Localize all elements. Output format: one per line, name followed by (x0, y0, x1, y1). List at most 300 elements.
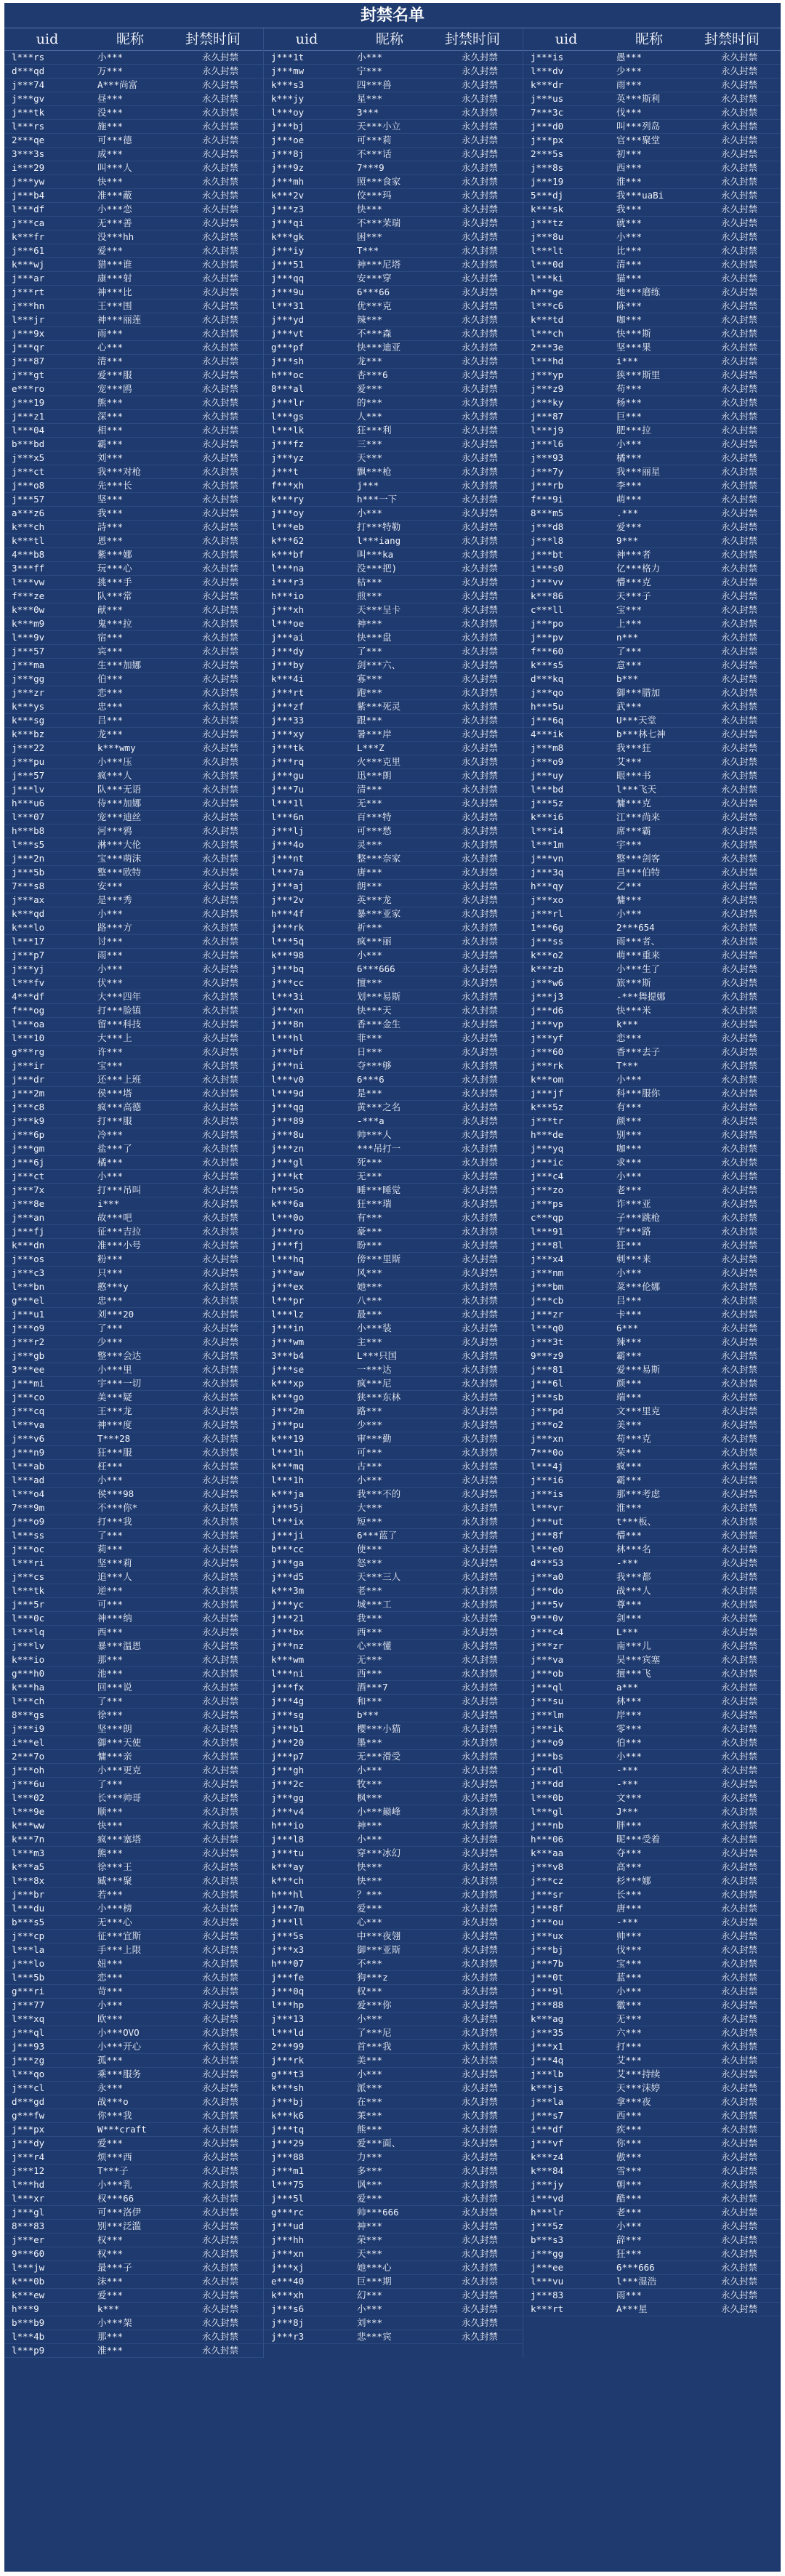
nickname-cell: 小*** (357, 507, 383, 518)
table-row (523, 1764, 781, 1778)
nickname-cell: 苛*** (97, 1986, 124, 1997)
ban-time-cell: 永久封禁 (201, 577, 238, 587)
table-row (264, 976, 523, 990)
nickname-cell: 2***654 (616, 922, 655, 933)
uid-cell: j***ky (531, 397, 564, 408)
nickname-cell: 伐*** (616, 1944, 643, 1955)
uid-cell: l***10 (12, 1032, 45, 1043)
table-row (4, 286, 263, 300)
ban-time-cell: 永久封禁 (720, 1806, 757, 1817)
ban-time-cell: 永久封禁 (201, 977, 238, 988)
ban-time-cell: 永久封禁 (201, 79, 238, 90)
nickname-cell: 侯***塔 (97, 1088, 132, 1099)
nickname-cell: 小*** (616, 1074, 643, 1085)
ban-time-cell: 永久封禁 (201, 1267, 238, 1278)
table-row (264, 2178, 523, 2192)
table-row (4, 1128, 263, 1142)
ban-time-cell: 永久封禁 (461, 1944, 498, 1955)
nickname-cell: 吕*** (97, 715, 124, 726)
ban-time-cell: 永久封禁 (720, 286, 757, 297)
nickname-cell: 恋*** (97, 687, 124, 698)
uid-cell: l***c6 (531, 300, 564, 311)
uid-cell: j***gg (12, 673, 45, 684)
ban-time-cell: 永久封禁 (461, 1972, 498, 1983)
uid-cell: j***0q (271, 1986, 305, 1997)
uid-cell: j***z3 (271, 204, 305, 214)
ban-time-cell: 永久封禁 (201, 1792, 238, 1803)
nickname-cell: 烦***西 (97, 2151, 132, 2162)
table-row (523, 1405, 781, 1419)
nickname-cell: 冷*** (97, 1129, 124, 1140)
table-row (264, 1515, 523, 1529)
nickname-cell: 杏***6 (357, 369, 388, 380)
ban-time-cell: 永久封禁 (461, 1557, 498, 1568)
table-row (264, 1847, 523, 1861)
nickname-cell: 剑***六、 (357, 659, 401, 670)
nickname-cell: 杨*** (616, 397, 643, 408)
ban-time-cell: 永久封禁 (201, 286, 238, 297)
ban-time-cell: 永久封禁 (461, 1336, 498, 1347)
nickname-cell: 酒***7 (357, 1682, 388, 1693)
uid-cell: k***fr (12, 231, 45, 242)
ban-time-cell: 永久封禁 (461, 1392, 498, 1403)
nickname-cell: 官***聚堂 (616, 135, 661, 145)
nickname-cell: 熊*** (97, 397, 124, 408)
table-row (4, 2123, 263, 2137)
uid-cell: j***iy (271, 245, 305, 256)
ban-time-cell: 永久封禁 (461, 1240, 498, 1251)
uid-cell: j***m1 (271, 2165, 305, 2176)
ban-time-cell: 永久封禁 (201, 507, 238, 518)
nickname-cell: 狂***服 (97, 1447, 132, 1458)
uid-cell: j***yc (271, 1599, 305, 1610)
ban-time-cell: 永久封禁 (720, 1088, 757, 1099)
ban-time-cell: 永久封禁 (461, 673, 498, 684)
uid-cell: l***hd (12, 2179, 45, 2190)
table-row (4, 1474, 263, 1488)
table-row (523, 1861, 781, 1874)
uid-cell: 3***ff (12, 563, 45, 574)
nickname-cell: 李*** (616, 480, 643, 491)
nickname-cell: 六*** (616, 2027, 643, 2038)
ban-time-cell: 永久封禁 (201, 1944, 238, 1955)
ban-time-cell: 永久封禁 (720, 950, 757, 960)
ban-time-cell: 永久封禁 (461, 2276, 498, 2287)
table-row (523, 2082, 781, 2095)
uid-cell: j***8f (531, 1903, 564, 1914)
nickname-cell: 路*** (357, 1405, 383, 1416)
nickname-cell: 悲***宾 (357, 2331, 392, 2342)
uid-cell: j***nz (271, 1640, 305, 1651)
nickname-cell: 忠*** (97, 1295, 124, 1306)
ban-time-cell: 永久封禁 (720, 1253, 757, 1264)
table-row (4, 2261, 263, 2275)
uid-cell: k***98 (271, 950, 305, 960)
header-uid: uid (295, 31, 318, 47)
nickname-cell: 昌***伯特 (616, 867, 661, 878)
uid-cell: j***d5 (271, 1571, 305, 1582)
nickname-cell: 杉***娜 (616, 1875, 651, 1886)
table-row (523, 2151, 781, 2164)
uid-cell: h***qy (531, 880, 564, 891)
nickname-cell: 唐*** (616, 1903, 643, 1914)
ban-time-cell: 永久封禁 (720, 2041, 757, 2052)
nickname-cell: a*** (616, 1682, 639, 1693)
nickname-cell: U***天堂 (616, 715, 657, 726)
nickname-cell: 她***心 (357, 2262, 392, 2273)
nickname-cell: 雨*** (616, 79, 643, 90)
nickname-cell: W***craft (97, 2124, 147, 2135)
nickname-cell: 朝*** (616, 2179, 643, 2190)
uid-cell: k***om (531, 1074, 564, 1085)
uid-cell: f***60 (531, 646, 564, 657)
ban-time-cell: 永久封禁 (201, 1088, 238, 1099)
table-row (264, 65, 523, 79)
uid-cell: j***pu (271, 1419, 305, 1430)
ban-time-cell: 永久封禁 (461, 286, 498, 297)
table-row (264, 1543, 523, 1557)
ban-time-cell: 永久封禁 (201, 1474, 238, 1485)
table-row (4, 1681, 263, 1695)
nickname-cell: 夺*** (616, 1847, 643, 1858)
uid-cell: j***0t (531, 1972, 564, 1983)
ban-time-cell: 永久封禁 (461, 494, 498, 505)
nickname-cell: 孤*** (97, 2055, 124, 2066)
ban-time-cell: 永久封禁 (461, 1530, 498, 1541)
uid-cell: k***86 (531, 590, 564, 601)
ban-time-cell: 永久封禁 (720, 1364, 757, 1375)
uid-cell: l***04 (12, 425, 45, 436)
ban-time-cell: 永久封禁 (720, 673, 757, 684)
nickname-cell: 快***迪亚 (357, 342, 401, 353)
ban-time-cell: 永久封禁 (720, 1544, 757, 1554)
ban-time-cell: 永久封禁 (201, 1502, 238, 1513)
ban-time-cell: 永久封禁 (720, 107, 757, 118)
nickname-cell: 打***特勒 (357, 521, 401, 532)
table-row (523, 2137, 781, 2151)
table-row (264, 838, 523, 852)
uid-cell: j***rt (12, 286, 45, 297)
ban-time-cell: 永久封禁 (461, 1267, 498, 1278)
table-row (4, 603, 263, 617)
table-row (264, 175, 523, 189)
nickname-cell: 施*** (97, 121, 124, 132)
nickname-cell: 荣*** (616, 1447, 643, 1458)
nickname-cell: 百***特 (357, 811, 392, 822)
ban-time-cell: 永久封禁 (201, 65, 238, 76)
table-row (523, 1046, 781, 1059)
ban-time-cell: 永久封禁 (461, 1668, 498, 1679)
nickname-cell: -*** (616, 1557, 639, 1568)
nickname-cell: 小*** (616, 908, 643, 919)
table-row (264, 369, 523, 382)
table-row (264, 2026, 523, 2040)
uid-cell: j***gm (12, 1143, 45, 1154)
uid-cell: j***gh (271, 1765, 305, 1775)
uid-cell: j***5z (531, 798, 564, 808)
table-row (264, 1833, 523, 1847)
table-row (264, 1197, 523, 1211)
nickname-cell: 心*** (357, 1917, 383, 1927)
nickname-cell: 御***天使 (97, 1737, 142, 1748)
ban-time-cell: 永久封禁 (201, 1958, 238, 1969)
nickname-cell: 宾*** (97, 646, 124, 657)
ban-time-cell: 永久封禁 (201, 1336, 238, 1347)
uid-cell: j***s6 (271, 2303, 305, 2314)
uid-cell: j***bf (271, 1046, 305, 1057)
table-row (264, 1722, 523, 1736)
nickname-cell: 我***不的 (357, 1488, 401, 1499)
uid-cell: j***mw (271, 65, 305, 76)
ban-time-cell: 永久封禁 (461, 1060, 498, 1071)
table-row (264, 1432, 523, 1446)
table-row (523, 2054, 781, 2068)
table-row (523, 603, 781, 617)
nickname-cell: 懵***克 (616, 577, 651, 587)
uid-cell: l***8x (12, 1875, 45, 1886)
table-row (523, 769, 781, 783)
nickname-cell: 小*** (616, 2220, 643, 2231)
ban-time-cell: 永久封禁 (720, 1295, 757, 1306)
table-row (4, 1584, 263, 1598)
uid-cell: j***ou (531, 1917, 564, 1927)
uid-cell: j***6u (12, 1778, 45, 1789)
uid-cell: l***rs (12, 52, 45, 63)
uid-cell: j***pv (531, 632, 564, 643)
uid-cell: l***tk (12, 1585, 45, 1596)
table-row (523, 1308, 781, 1322)
ban-time-cell: 永久封禁 (461, 1350, 498, 1361)
uid-cell: j***87 (12, 356, 45, 366)
uid-cell: j***wm (271, 1336, 305, 1347)
uid-cell: 7***3c (531, 107, 564, 118)
nickname-cell: 有*** (616, 1102, 643, 1112)
table-row (523, 230, 781, 244)
nickname-cell: 那***考虑 (616, 1488, 661, 1499)
ban-time-cell: 永久封禁 (461, 217, 498, 228)
ban-time-cell: 永久封禁 (720, 148, 757, 159)
uid-cell: l***i4 (531, 825, 564, 836)
ban-time-cell: 永久封禁 (461, 2234, 498, 2245)
table-row (264, 963, 523, 976)
table-row (264, 341, 523, 355)
uid-cell: j***se (271, 1364, 305, 1375)
ban-time-cell: 永久封禁 (201, 521, 238, 532)
nickname-cell: 了*** (97, 1696, 124, 1706)
table-row (264, 769, 523, 783)
ban-time-cell: 永久封禁 (720, 93, 757, 104)
table-row (264, 2316, 523, 2330)
table-row (523, 1902, 781, 1916)
table-row (264, 1653, 523, 1667)
uid-cell: k***6a (271, 1198, 305, 1209)
nickname-cell: 鬼***拉 (97, 618, 132, 629)
table-row (523, 1943, 781, 1957)
nickname-cell: 紫***娜 (97, 549, 132, 560)
table-row (523, 852, 781, 866)
table-row (264, 1046, 523, 1059)
column-header (523, 28, 781, 51)
nickname-cell: 小*** (357, 950, 383, 960)
table-row (523, 617, 781, 631)
nickname-cell: 上*** (616, 618, 643, 629)
ban-time-cell: 永久封禁 (461, 1792, 498, 1803)
uid-cell: j***4q (531, 2055, 564, 2066)
nickname-cell: 整***剑客 (616, 853, 661, 864)
table-row (4, 230, 263, 244)
nickname-cell: 爱***服 (97, 369, 132, 380)
uid-cell: k***s3 (271, 79, 305, 90)
ban-time-cell: 永久封禁 (201, 1889, 238, 1900)
ban-time-cell: 永久封禁 (201, 1654, 238, 1665)
ban-time-cell: 永久封禁 (461, 701, 498, 712)
ban-time-cell: 永久封禁 (720, 1557, 757, 1568)
nickname-cell: 武*** (616, 701, 643, 712)
table-row (4, 2068, 263, 2082)
table-row (4, 1073, 263, 1087)
nickname-cell: 爱*** (97, 245, 124, 256)
nickname-cell: 辣*** (616, 1336, 643, 1347)
ban-time-cell: 永久封禁 (201, 811, 238, 822)
table-row (264, 1363, 523, 1377)
ban-time-cell: 永久封禁 (201, 1682, 238, 1693)
ban-time-cell: 永久封禁 (201, 618, 238, 629)
ban-time-cell: 永久封禁 (720, 2290, 757, 2300)
table-row (523, 106, 781, 120)
table-row (4, 2054, 263, 2068)
table-row (523, 1156, 781, 1170)
table-row (523, 1087, 781, 1101)
ban-time-cell: 永久封禁 (201, 356, 238, 366)
nickname-cell: j*** (357, 480, 379, 491)
ban-time-cell: 永久封禁 (201, 1930, 238, 1941)
uid-cell: j***lm (531, 1709, 564, 1720)
nickname-cell: 猫*** (616, 273, 643, 284)
nickname-cell: 无***滑受 (357, 1751, 401, 1762)
table-row (4, 189, 263, 203)
ban-time-cell: 永久封禁 (720, 1102, 757, 1112)
nickname-cell: 帅***人 (357, 1129, 392, 1140)
uid-cell: e***ro (12, 383, 45, 394)
table-row (523, 1101, 781, 1115)
ban-time-cell: 永久封禁 (461, 659, 498, 670)
table-row (264, 1253, 523, 1267)
ban-time-cell: 永久封禁 (720, 963, 757, 974)
ban-time-cell: 永久封禁 (720, 1405, 757, 1416)
uid-cell: j***by (271, 659, 305, 670)
table-row (523, 327, 781, 341)
uid-cell: i***vd (531, 2193, 564, 2204)
table-row (523, 493, 781, 507)
table-row (4, 1805, 263, 1819)
table-row (523, 452, 781, 465)
nickname-cell: 力*** (357, 2151, 383, 2162)
uid-cell: j***is (531, 1488, 564, 1499)
ban-time-cell: 永久封禁 (201, 2345, 238, 2356)
ban-time-cell: 永久封禁 (720, 2013, 757, 2024)
uid-cell: j***ar (12, 273, 45, 284)
table-row (4, 175, 263, 189)
uid-cell: j***cl (12, 2082, 45, 2093)
uid-cell: j***sb (531, 1392, 564, 1403)
uid-cell: l***du (12, 1903, 45, 1914)
ban-time-cell: 永久封禁 (720, 494, 757, 505)
table-row (264, 2289, 523, 2303)
nickname-cell: 幻*** (357, 2290, 383, 2300)
ban-time-cell: 永久封禁 (720, 991, 757, 1002)
table-row (264, 1184, 523, 1197)
uid-cell: k***dn (12, 1240, 45, 1251)
ban-time-cell: 永久封禁 (461, 1778, 498, 1789)
table-row (523, 1750, 781, 1764)
ban-time-cell: 永久封禁 (461, 1005, 498, 1016)
uid-cell: j***os (12, 1253, 45, 1264)
header-ban-time: 封禁时间 (185, 31, 241, 47)
uid-cell: h***9 (12, 2303, 39, 2314)
uid-cell: j***yf (531, 1032, 564, 1043)
nickname-cell: 路***方 (97, 922, 132, 933)
ban-time-cell: 永久封禁 (201, 217, 238, 228)
uid-cell: j***ex (271, 1281, 305, 1292)
ban-time-cell: 永久封禁 (201, 1861, 238, 1872)
table-row (523, 866, 781, 880)
ban-time-cell: 永久封禁 (201, 1751, 238, 1762)
table-row (4, 1460, 263, 1474)
nickname-cell: 尊*** (616, 1599, 643, 1610)
header-uid: uid (36, 31, 59, 47)
table-row (264, 507, 523, 521)
uid-cell: j***c3 (12, 1267, 45, 1278)
nickname-cell: 辞*** (616, 2234, 643, 2245)
ban-time-cell: 永久封禁 (461, 273, 498, 284)
nickname-cell: 香***去子 (616, 1046, 661, 1057)
table-row (523, 2164, 781, 2178)
ban-time-cell: 永久封禁 (720, 687, 757, 698)
table-row (4, 2316, 263, 2330)
nickname-cell: 不***森 (357, 328, 392, 339)
nickname-cell: 少*** (357, 1419, 383, 1430)
nickname-cell: 小***恋 (97, 204, 132, 214)
nickname-cell: 人*** (357, 411, 383, 422)
ban-time-cell: 永久封禁 (461, 1226, 498, 1237)
table-row (523, 1349, 781, 1363)
uid-cell: j***sh (271, 356, 305, 366)
uid-cell: g***h0 (12, 1668, 45, 1679)
uid-cell: j***ut (531, 1516, 564, 1527)
nickname-cell: 只*** (97, 1267, 124, 1278)
table-row (264, 1598, 523, 1612)
nickname-cell: 坚***果 (616, 342, 651, 353)
table-row (4, 1750, 263, 1764)
table-row (4, 2151, 263, 2164)
uid-cell: g***ri (12, 1986, 45, 1997)
nickname-cell: 亿***格力 (616, 563, 661, 574)
nickname-cell: 暴***温恩 (97, 1640, 142, 1651)
uid-cell: l***e0 (531, 1544, 564, 1554)
ban-time-cell: 永久封禁 (201, 908, 238, 919)
ban-time-cell: 永久封禁 (461, 1488, 498, 1499)
uid-cell: j***6q (531, 715, 564, 726)
uid-cell: j***uy (531, 770, 564, 781)
nickname-cell: 小***更克 (97, 1765, 142, 1775)
table-row (4, 1529, 263, 1543)
uid-cell: j***81 (531, 1364, 564, 1375)
ban-time-cell: 永久封禁 (201, 397, 238, 408)
nickname-cell: 南***儿 (616, 1640, 651, 1651)
uid-cell: g***t3 (271, 2069, 305, 2079)
uid-cell: j***zf (271, 701, 305, 712)
ban-time-cell: 永久封禁 (201, 2303, 238, 2314)
